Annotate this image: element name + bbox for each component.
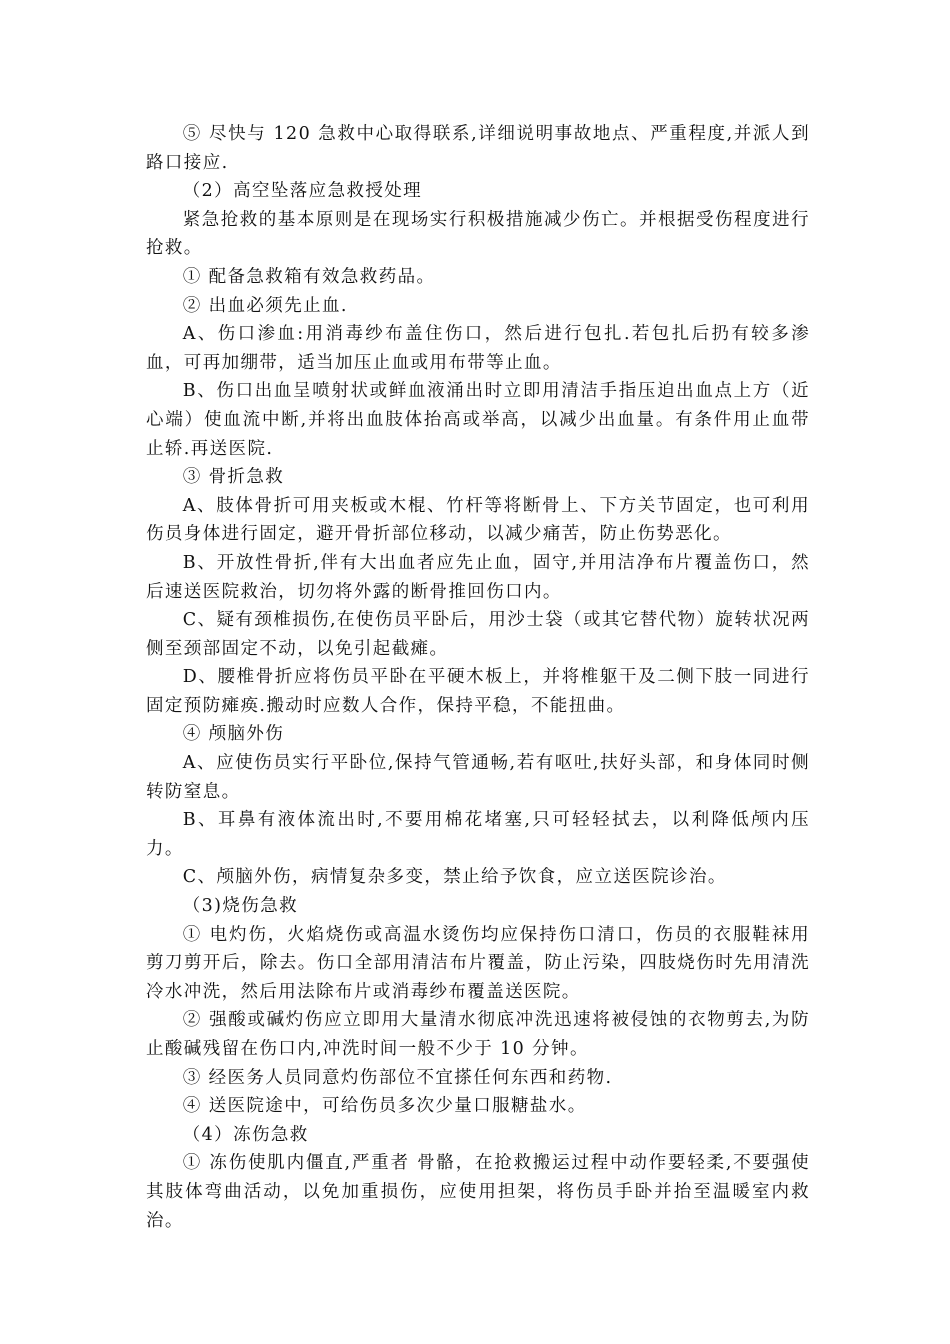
list-item: ③ 骨折急救 (182, 467, 285, 488)
document-body (146, 120, 810, 1235)
paragraph: ⑤ 尽快与 120 急救中心取得联系,详细说明事故地点、严重程度,并派人到路口接应. (146, 124, 810, 173)
section-heading: （2）高空坠落应急救授处理 (182, 181, 423, 202)
paragraph: ② 强酸或碱灼伤应立即用大量清水彻底冲洗迅速将被侵蚀的衣物剪去,为防止酸碱残留在伤口内,冲洗时间一般不少于 10 分钟。 (146, 1010, 810, 1059)
paragraph: A、肢体骨折可用夹板或木棍、竹杆等将断骨上、下方关节固定，也可利用伤员身体进行固定，避开骨折部位移动，以减少痛苦，防止伤势恶化。 (146, 495, 810, 545)
paragraph: B、开放性骨折,伴有大出血者应先止血，固守,并用洁净布片覆盖伤口，然后速送医院救治，切勿将外露的断骨推回伤口内。 (146, 552, 810, 602)
paragraph: B、伤口出血呈喷射状或鲜血液涌出时立即用清洁手指压迫出血点上方（近心端）使血流中断,并将出血肢体抬高或举高，以减少出血量。有条件用止血带止轿.再送医院. (146, 381, 810, 459)
paragraph: ① 电灼伤，火焰烧伤或高温水烫伤均应保持伤口清口，伤员的衣服鞋袜用剪刀剪开后，除去。伤口全部用清洁布片覆盖，防止污染，四肢烧伤时先用清洗冷水冲洗，然后用法除布片或消毒纱布覆盖送医院。 (146, 924, 810, 1002)
paragraph: B、耳鼻有液体流出时,不要用棉花堵塞,只可轻轻拭去，以利降低颅内压力。 (146, 810, 810, 859)
section-heading: （4）冻伤急救 (182, 1124, 309, 1145)
paragraph: 紧急抢救的基本原则是在现场实行积极措施减少伤亡。并根据受伤程度进行抢救。 (146, 209, 810, 259)
paragraph: A、伤口渗血:用消毒纱布盖住伤口，然后进行包扎.若包扎后扔有较多渗血，可再加绷带，适当加压止血或用布带等止血。 (146, 324, 810, 373)
list-item: ② 出血必须先止血. (182, 295, 348, 316)
section-heading: （3)烧伤急救 (182, 896, 299, 917)
paragraph: A、应使伤员实行平卧位,保持气管通畅,若有呕吐,扶好头部，和身体同时侧转防窒息。 (146, 753, 810, 802)
paragraph: C、颅脑外伤，病情复杂多变，禁止给予饮食，应立送医院诊治。 (182, 867, 727, 888)
list-item: ① 配备急救箱有效急救药品。 (182, 266, 436, 287)
list-item: ④ 送医院途中，可给伤员多次少量口服糖盐水。 (182, 1096, 587, 1117)
paragraph: C、疑有颈椎损伤,在使伤员平卧后，用沙士袋（或其它替代物）旋转状况两侧至颈部固定不动，以免引起截瘫。 (146, 610, 810, 659)
list-item: ③ 经医务人员同意灼伤部位不宜搽任何东西和药物. (182, 1067, 613, 1088)
paragraph: D、腰椎骨折应将伤员平卧在平硬木板上，并将椎躯干及二侧下肢一同进行固定预防瘫痪.搬动时应数人合作，保持平稳，不能扭曲。 (146, 667, 810, 716)
paragraph: ① 冻伤使肌内僵直,严重者 骨骼，在抢救搬运过程中动作要轻柔,不要强使其肢体弯曲活动，以免加重损伤，应使用担架，将伤员手卧并抬至温暖室内救治。 (146, 1153, 810, 1231)
list-item: ④ 颅脑外伤 (182, 724, 285, 745)
